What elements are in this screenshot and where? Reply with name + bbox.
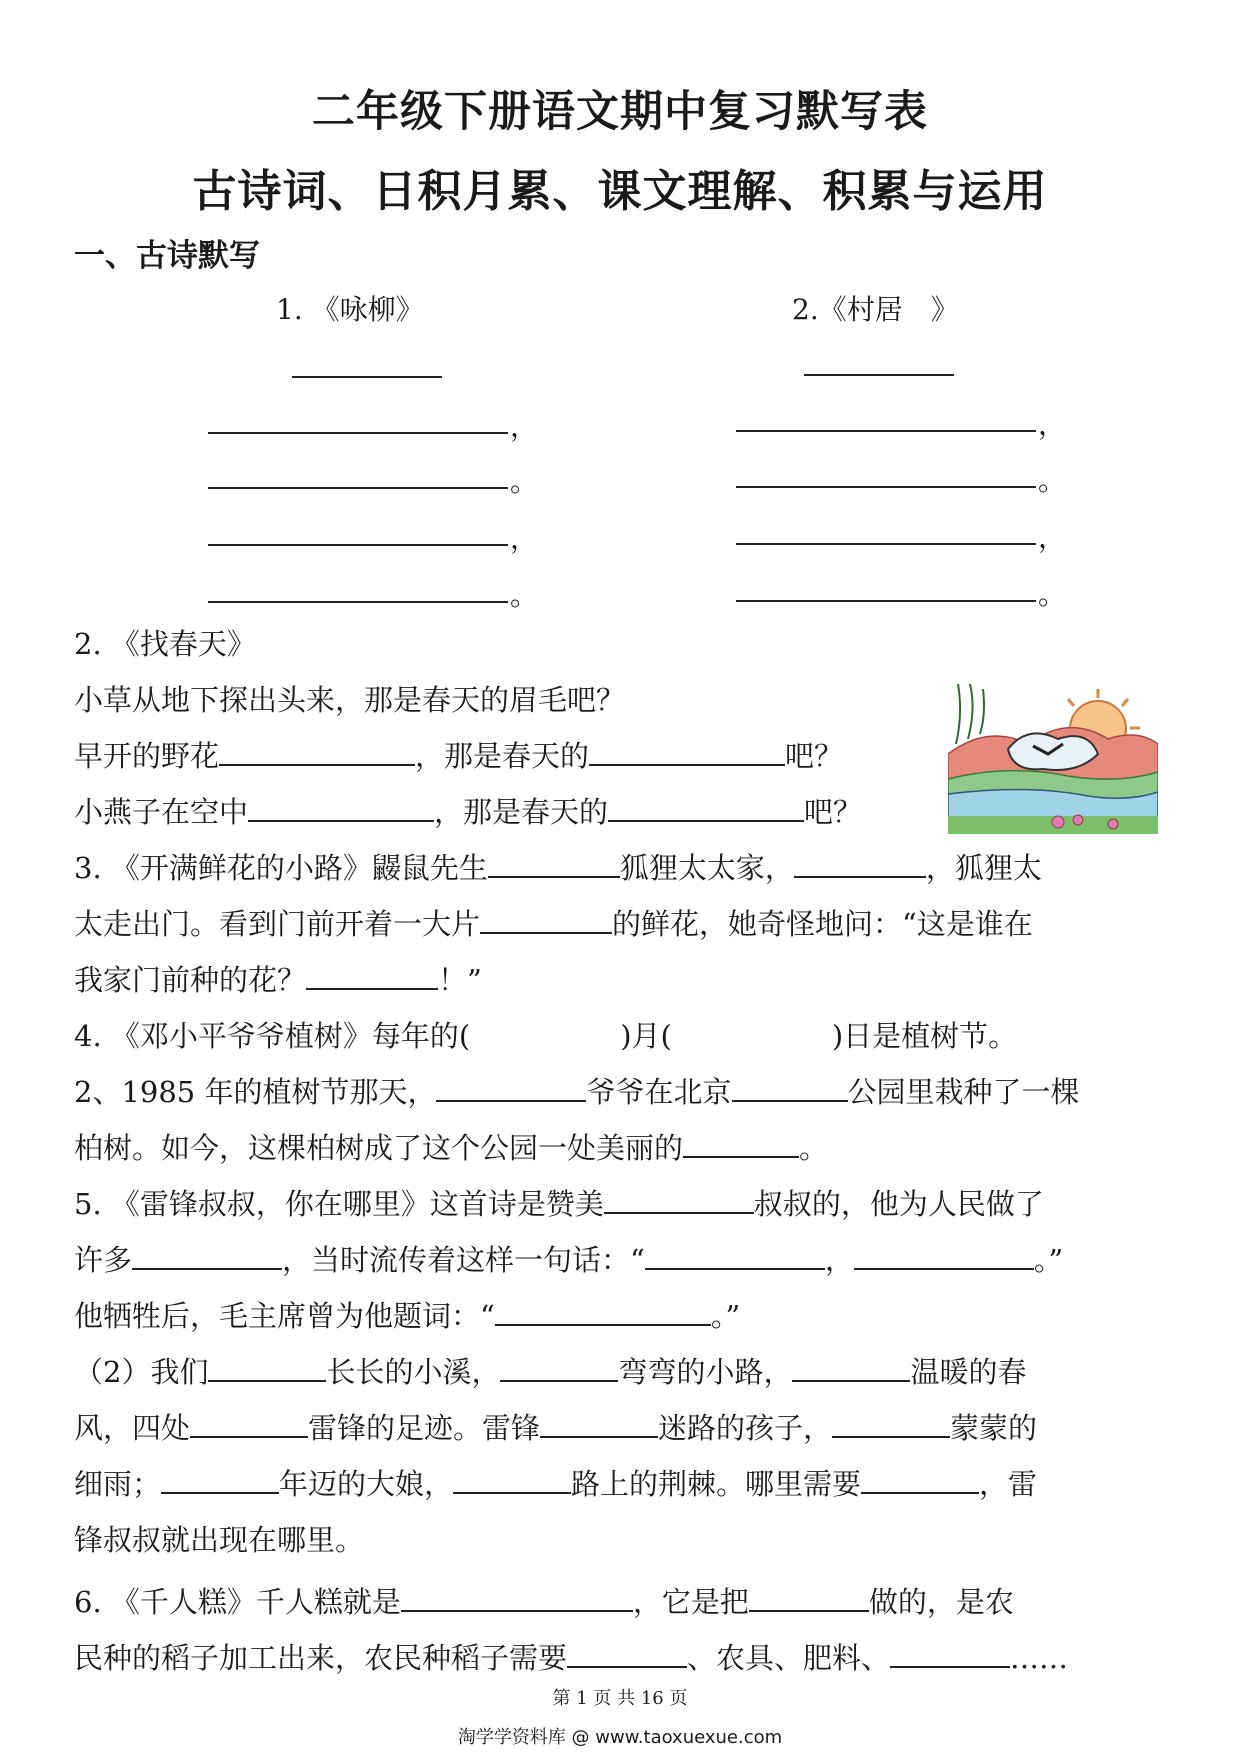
q2-line1: 小草从地下探出头来，那是春天的眉毛吧？ [74, 683, 626, 717]
q5-blank-10[interactable] [540, 1408, 658, 1438]
poem1-punct-2: 。 [510, 465, 539, 498]
q6-blank-1[interactable] [401, 1582, 633, 1612]
poem1-line2-blank[interactable] [208, 487, 508, 489]
q3-l1b: 狐狸太太家， [619, 851, 794, 885]
q5-l5a: 风，四处 [74, 1411, 191, 1445]
q6-l1a: 6. 《千人糕》千人糕就是 [74, 1585, 401, 1619]
q5-blank-1[interactable] [604, 1184, 754, 1214]
q5-line6 [74, 1464, 1170, 1504]
q4-blank-1[interactable] [436, 1072, 586, 1102]
q5-l5c: 迷路的孩子， [658, 1411, 833, 1445]
q3-l3a: 我家门前种的花？ [74, 963, 307, 997]
q5-l3b: 。” [710, 1299, 741, 1333]
q5-l1b: 叔叔的，他为人民做了 [753, 1187, 1044, 1221]
q3-line2 [74, 904, 1170, 944]
q6-l1c: 做的，是农 [868, 1585, 1014, 1619]
q4-l2a: 2、1985 年的植树节那天， [74, 1075, 437, 1109]
poem1-line3-blank[interactable] [208, 544, 508, 546]
poem1-line1-blank[interactable] [208, 432, 508, 434]
q4-blank-3[interactable] [683, 1128, 799, 1158]
section-heading-poems: 一、古诗默写 [74, 238, 260, 274]
q5-l1a: 5. 《雷锋叔叔，你在哪里》这首诗是赞美 [74, 1187, 604, 1221]
q3-l2a: 太走出门。看到门前开着一大片 [74, 907, 481, 941]
q5-l6a: 细雨； [74, 1467, 162, 1501]
q4-l3b: 。 [799, 1131, 829, 1165]
q4-line1 [74, 1016, 1170, 1056]
q4-l2b: 爷爷在北京 [586, 1075, 732, 1109]
q6-l2c: …… [1010, 1641, 1069, 1675]
q2-blank-1[interactable] [219, 736, 415, 766]
q3-line3 [74, 960, 1170, 1000]
q5-l3a: 他牺牲后，毛主席曾为他题词：“ [74, 1299, 495, 1333]
q5-blank-11[interactable] [832, 1408, 950, 1438]
q5-l5d: 蒙蒙的 [950, 1411, 1038, 1445]
q6-l1b: ，它是把 [632, 1585, 749, 1619]
q2-blank-3[interactable] [248, 792, 434, 822]
q2-title: 2. 《找春天》 [74, 627, 256, 661]
q5-l6b: 年迈的大娘， [279, 1467, 454, 1501]
q2-l3b: ，那是春天的 [434, 795, 609, 829]
q6-blank-4[interactable] [890, 1638, 1010, 1668]
q5-line5 [74, 1408, 1170, 1448]
q3-l2b: 的鲜花，她奇怪地问：“这是谁在 [612, 907, 1033, 941]
page-subtitle: 古诗词、日积月累、课文理解、积累与运用 [192, 166, 1048, 217]
q6-l2b: 、农具、肥料、 [687, 1641, 891, 1675]
q6-line1 [74, 1582, 1170, 1622]
q3-blank-4[interactable] [306, 960, 438, 990]
poem2-line3-blank[interactable] [736, 543, 1036, 545]
q5-blank-8[interactable] [792, 1352, 910, 1382]
q3-l3b: ！” [438, 963, 482, 997]
poem1-punct-3: ， [510, 522, 539, 555]
q5-blank-7[interactable] [500, 1352, 618, 1382]
q6-blank-3[interactable] [567, 1638, 687, 1668]
q3-blank-1[interactable] [488, 848, 620, 878]
q5-l4d: 温暖的春 [910, 1355, 1027, 1389]
page-title: 二年级下册语文期中复习默写表 [312, 87, 928, 137]
q5-l2b: ，当时流传着这样一句话：“ [282, 1243, 645, 1277]
q4-l3a: 柏树。如今，这棵柏树成了这个公园一处美丽的 [74, 1131, 684, 1165]
q5-l4a: （2）我们 [74, 1355, 209, 1389]
q3-l1a: 3. 《开满鲜花的小路》鼹鼠先生 [74, 851, 488, 885]
q5-l4c: 弯弯的小路， [618, 1355, 793, 1389]
poem1-punct-1: ， [510, 410, 539, 443]
q3-blank-3[interactable] [480, 904, 612, 934]
q5-blank-6[interactable] [208, 1352, 326, 1382]
q5-blank-2[interactable] [132, 1240, 282, 1270]
q5-l4b: 长长的小溪， [326, 1355, 501, 1389]
q6-blank-2[interactable] [749, 1582, 869, 1612]
q4-line2 [74, 1072, 1170, 1112]
q2-l3c: 吧？ [804, 795, 863, 829]
q4-l1b: )月( [620, 1019, 672, 1053]
q2-blank-4[interactable] [608, 792, 804, 822]
q2-l2c: 吧？ [785, 739, 844, 773]
q5-line1 [74, 1184, 1170, 1224]
poem2-line1-blank[interactable] [736, 430, 1036, 432]
q5-l2a: 许多 [74, 1243, 133, 1277]
q4-l2c: 公园里栽种了一棵 [847, 1075, 1080, 1109]
q2-l2a: 早开的野花 [74, 739, 220, 773]
poem2-punct-1: ， [1038, 408, 1067, 441]
q3-blank-2[interactable] [794, 848, 926, 878]
poem2-punct-3: ， [1038, 521, 1067, 554]
q5-blank-4[interactable] [854, 1240, 1034, 1270]
poem2-punct-2: 。 [1038, 464, 1067, 497]
q5-line3 [74, 1296, 1170, 1336]
poem1-title: 1. 《咏柳》 [276, 293, 424, 326]
q5-l6c: 路上的荆棘。哪里需要 [571, 1467, 862, 1501]
q5-blank-3[interactable] [645, 1240, 825, 1270]
poem2-title: 2.《村居 》 [792, 293, 959, 326]
poem1-line4-blank[interactable] [208, 601, 508, 603]
q5-line7: 锋叔叔就出现在哪里。 [74, 1523, 365, 1557]
q5-l5b: 雷锋的足迹。雷锋 [308, 1411, 541, 1445]
watermark-site: 淘学学资料库 @ www.taoxuexue.com [457, 1727, 783, 1748]
q6-line2 [74, 1638, 1170, 1678]
q5-l6d: ，雷 [979, 1467, 1038, 1501]
q4-l1a: 4. 《邓小平爷爷植树》每年的( [74, 1019, 471, 1053]
q5-blank-13[interactable] [453, 1464, 571, 1494]
poem1-author-blank[interactable] [292, 376, 442, 378]
q2-blank-2[interactable] [589, 736, 785, 766]
q6-l2a: 民种的稻子加工出来，农民种稻子需要 [74, 1641, 568, 1675]
spring-illustration [948, 684, 1158, 834]
q5-blank-12[interactable] [161, 1464, 279, 1494]
q5-l2c: ， [824, 1243, 854, 1277]
q3-line1 [74, 848, 1170, 888]
q2-l2b: ，那是春天的 [415, 739, 590, 773]
q4-line3 [74, 1128, 1170, 1168]
page-number: 第 1 页 共 16 页 [552, 1688, 688, 1709]
q4-l1c: )日是植树节。 [831, 1019, 1018, 1053]
poem1-punct-4: 。 [510, 579, 539, 612]
q2-l3a: 小燕子在空中 [74, 795, 249, 829]
q3-l1c: ，狐狸太 [925, 851, 1042, 885]
poem2-line2-blank[interactable] [736, 486, 1036, 488]
q5-blank-5[interactable] [495, 1296, 711, 1326]
poem2-author-blank[interactable] [804, 374, 954, 376]
poem2-line4-blank[interactable] [736, 600, 1036, 602]
q5-blank-14[interactable] [861, 1464, 979, 1494]
q5-line4 [74, 1352, 1170, 1392]
poem2-punct-4: 。 [1038, 578, 1067, 611]
q5-blank-9[interactable] [190, 1408, 308, 1438]
q5-l2d: 。” [1033, 1243, 1064, 1277]
q5-line2 [74, 1240, 1170, 1280]
q4-blank-2[interactable] [732, 1072, 848, 1102]
